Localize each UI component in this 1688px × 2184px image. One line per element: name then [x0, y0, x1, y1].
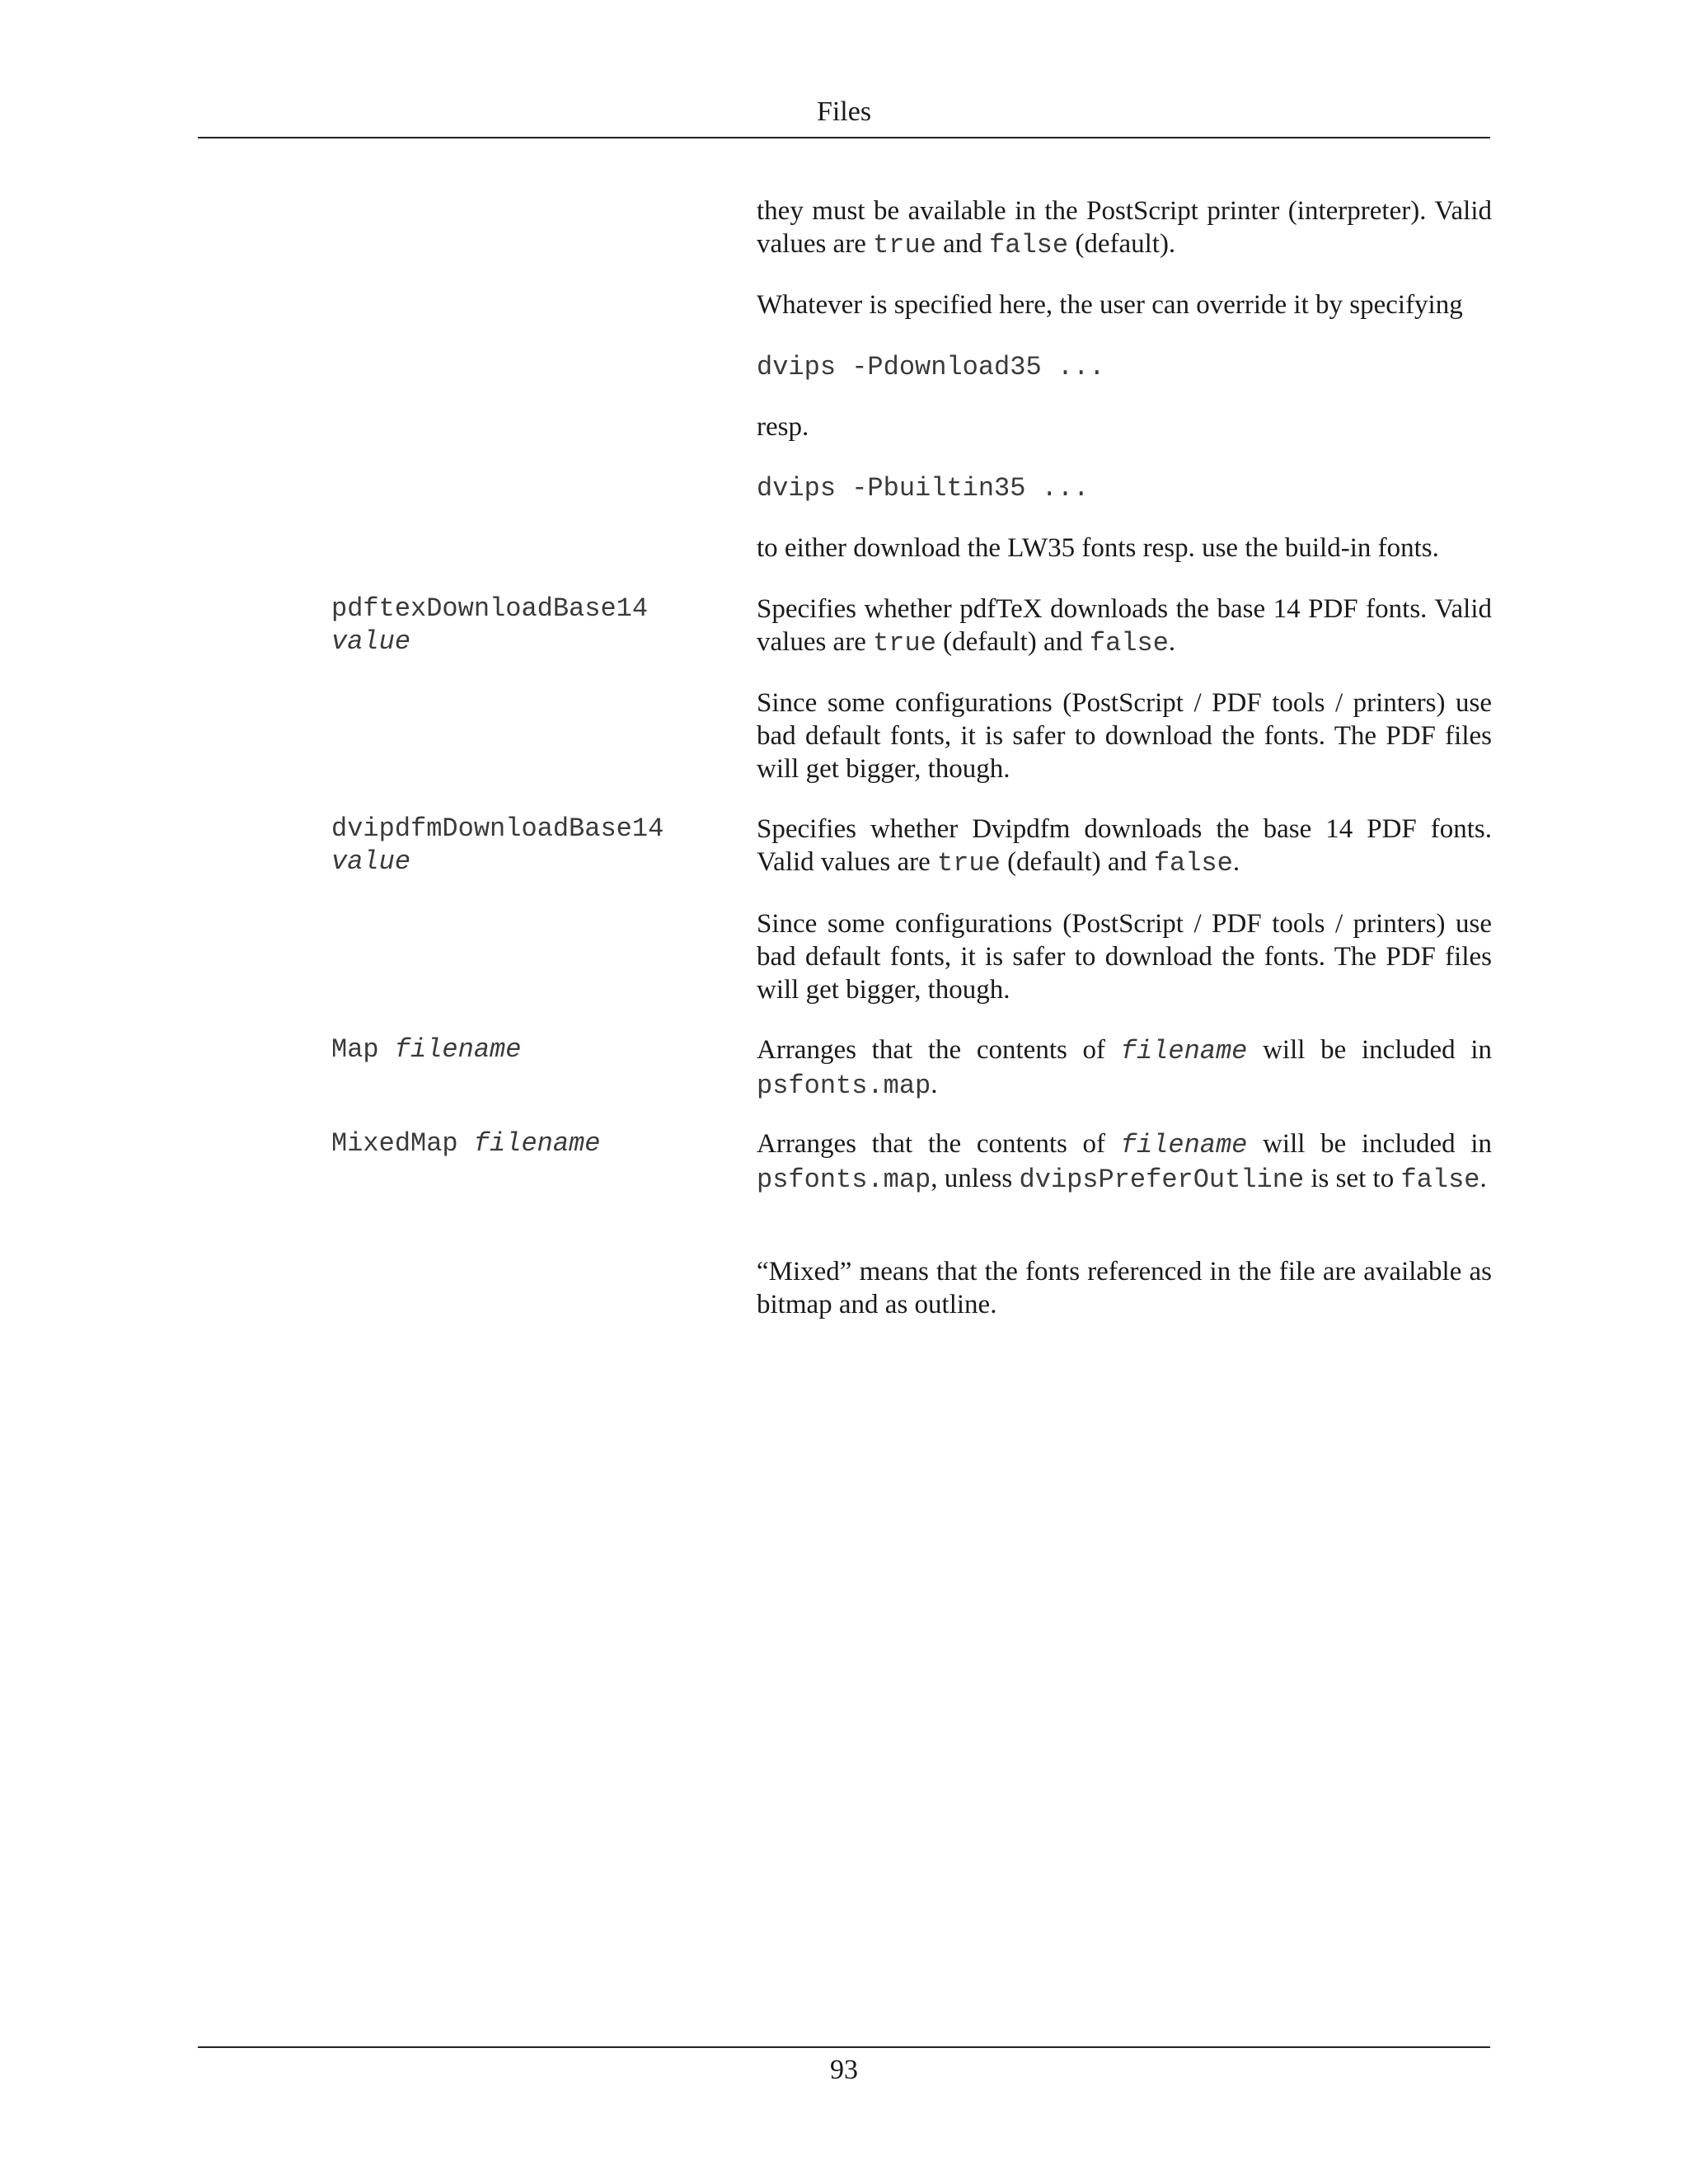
code-true: true — [873, 230, 936, 260]
term-mixedmap: MixedMap filename — [331, 1128, 601, 1159]
intro-paragraph-1: they must be available in the PostScript printer (interpreter). Valid values are true and false (default). — [757, 196, 1492, 260]
page-number: 93 — [830, 2055, 858, 2085]
intro-paragraph-resp: resp. — [757, 412, 809, 442]
page-header: Files — [816, 96, 872, 127]
term-map: Map filename — [331, 1034, 522, 1065]
intro-paragraph-3: to either download the LW35 fonts resp. use the build-in fonts. — [757, 533, 1439, 563]
code-example-builtin35: dvips -Pbuiltin35 ... — [757, 473, 1090, 504]
footer-rule — [198, 2046, 1490, 2048]
pdftex-description-2: Since some configurations (PostScript / PDF tools / printers) use bad default fonts, it is safer to download the fonts. The PDF files will get bigger, though. — [757, 688, 1492, 784]
pdftex-description-1: Specifies whether pdfTeX downloads the base 14 PDF fonts. Valid values are true (default) and false. — [757, 594, 1492, 658]
code-example-download35: dvips -Pdownload35 ... — [757, 352, 1105, 382]
dvipdfm-description-2: Since some configurations (PostScript / PDF tools / printers) use bad default fonts, it is safer to download the fonts. The PDF files will get bigger, though. — [757, 909, 1492, 1005]
map-description: Arranges that the contents of filename will be included in psfonts.map. — [757, 1035, 1492, 1101]
dvipdfm-description-1: Specifies whether Dvipdfm downloads the base 14 PDF fonts. Valid values are true (default) and false. — [757, 814, 1492, 879]
intro-paragraph-2: Whatever is specified here, the user can override it by specifying — [757, 290, 1463, 320]
term-pdftexdownloadbase14: pdftexDownloadBase14 value — [331, 593, 649, 657]
term-dvipdfmdownloadbase14: dvipdfmDownloadBase14 value — [331, 813, 664, 877]
mixedmap-description-1: Arranges that the contents of filename will be included in psfonts.map, unless dvipsPreferOutline is set to false. — [757, 1129, 1492, 1195]
mixedmap-description-2: “Mixed” means that the fonts referenced in the file are available as bitmap and as outline. — [757, 1257, 1492, 1319]
code-false: false — [989, 230, 1069, 260]
header-rule — [198, 137, 1490, 138]
